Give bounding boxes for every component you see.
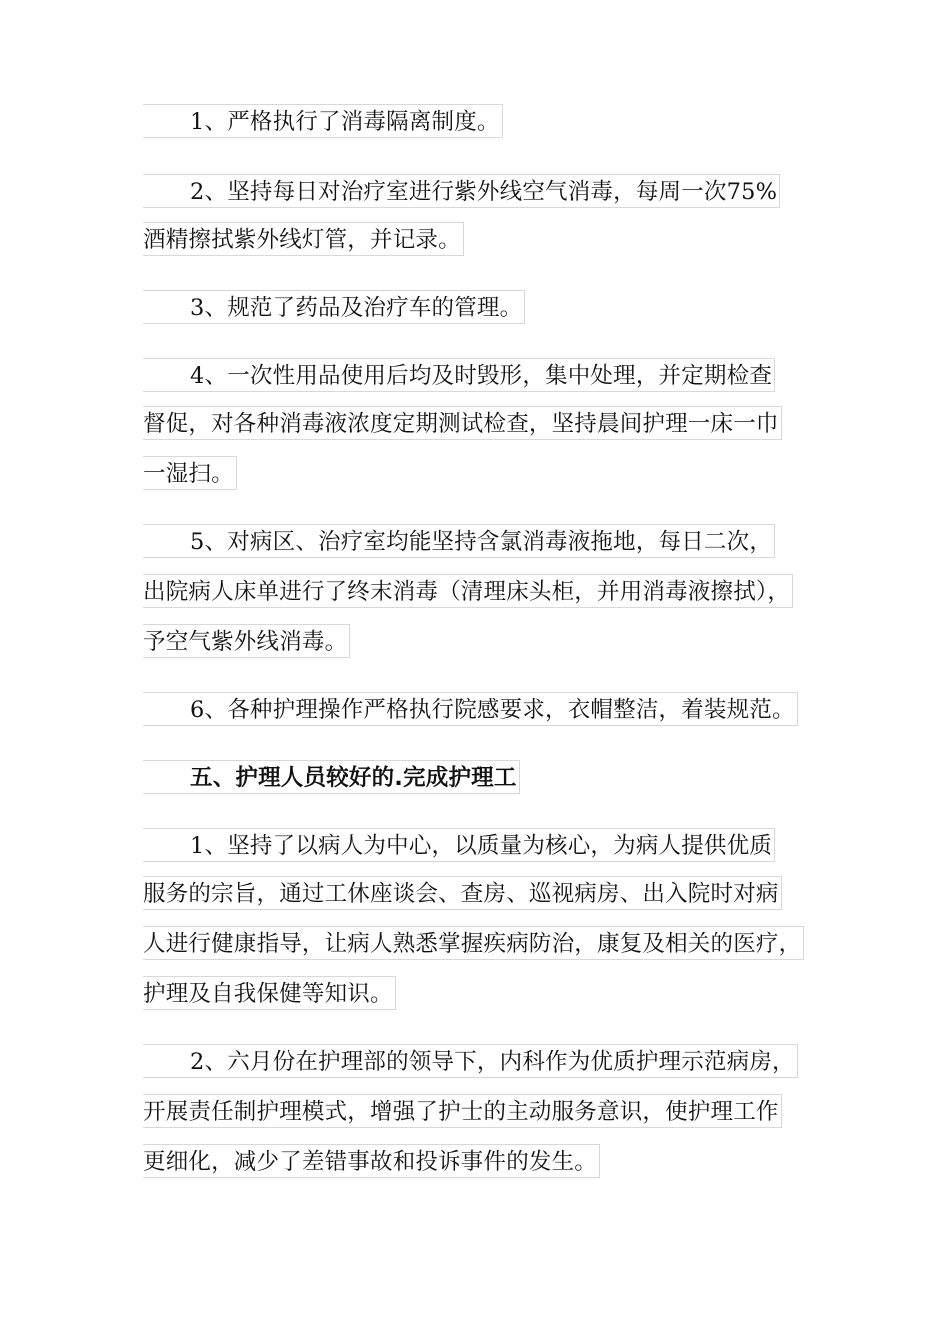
section-paragraph-2-line-2: 开展责任制护理模式，增强了护士的主动服务意识，使护理工作 — [143, 1094, 782, 1128]
paragraph-3-line-1: 3、规范了药品及治疗车的管理。 — [143, 290, 525, 324]
paragraph-6-line-1: 6、各种护理操作严格执行院感要求，衣帽整洁，着装规范。 — [143, 692, 798, 726]
section-heading: 五、护理人员较好的.完成护理工 — [143, 760, 520, 794]
section-paragraph-2-line-1: 2、六月份在护理部的领导下，内科作为优质护理示范病房， — [143, 1044, 798, 1078]
paragraph-4-line-1: 4、一次性用品使用后均及时毁形，集中处理，并定期检查 — [143, 358, 775, 392]
section-paragraph-2-line-3: 更细化，减少了差错事故和投诉事件的发生。 — [143, 1144, 600, 1178]
section-paragraph-1-line-3: 人进行健康指导，让病人熟悉掌握疾病防治，康复及相关的医疗， — [143, 926, 804, 960]
paragraph-5-line-1: 5、对病区、治疗室均能坚持含氯消毒液拖地，每日二次， — [143, 524, 775, 558]
paragraph-5-line-3: 予空气紫外线消毒。 — [143, 624, 350, 658]
section-paragraph-1-line-4: 护理及自我保健等知识。 — [143, 976, 396, 1010]
section-paragraph-1-line-1: 1、坚持了以病人为中心，以质量为核心，为病人提供优质 — [143, 828, 775, 862]
paragraph-5-line-2: 出院病人床单进行了终末消毒（清理床头柜，并用消毒液擦拭）， — [143, 574, 793, 608]
paragraph-2-line-1: 2、坚持每日对治疗室进行紫外线空气消毒，每周一次75% — [143, 174, 780, 208]
paragraph-2-line-2: 酒精擦拭紫外线灯管，并记录。 — [143, 222, 464, 256]
paragraph-4-line-2: 督促，对各种消毒液浓度定期测试检查，坚持晨间护理一床一巾 — [143, 406, 782, 440]
section-paragraph-1-line-2: 服务的宗旨，通过工休座谈会、查房、巡视病房、出入院时对病 — [143, 876, 782, 910]
paragraph-1-line-1: 1、严格执行了消毒隔离制度。 — [143, 104, 503, 138]
paragraph-4-line-3: 一湿扫。 — [143, 456, 237, 490]
